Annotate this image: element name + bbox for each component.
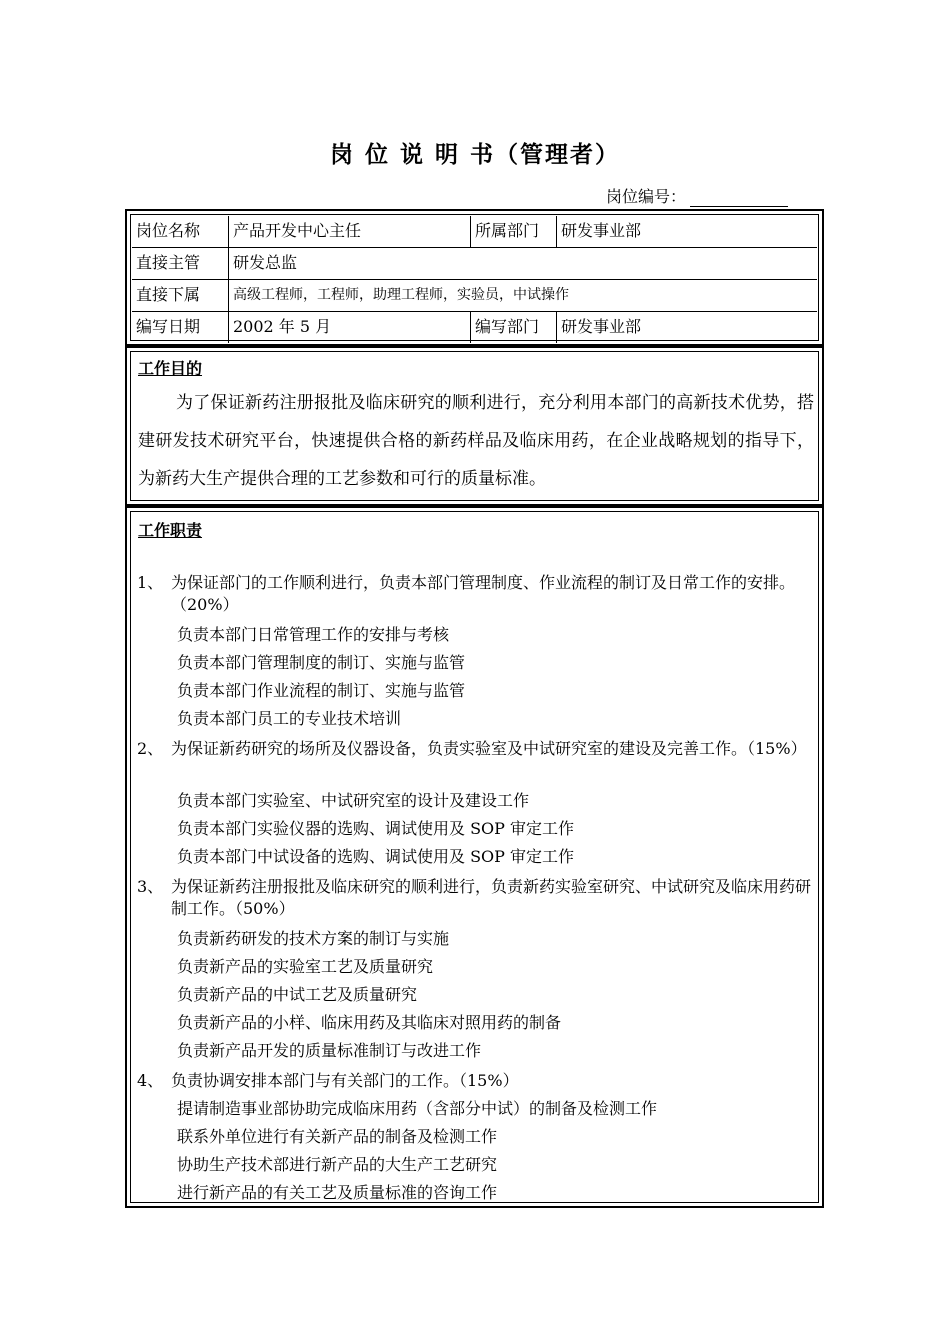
duties-section — [125, 506, 824, 1208]
duty-subitem: 进行新产品的有关工艺及质量标准的咨询工作 — [177, 1183, 498, 1202]
duty-subitem: 负责本部门实验室、中试研究室的设计及建设工作 — [177, 791, 530, 810]
duty-subitem: 负责本部门实验仪器的选购、调试使用及 SOP 审定工作 — [177, 819, 575, 838]
duty-number: 4、 — [137, 1071, 164, 1090]
duty-subitem: 负责本部门员工的专业技术培训 — [177, 709, 402, 728]
duty-subitem: 负责新产品的实验室工艺及质量研究 — [177, 957, 434, 976]
duty-subitem: 负责新产品的小样、临床用药及其临床对照用药的制备 — [177, 1013, 562, 1032]
duty-subitem: 协助生产技术部进行新产品的大生产工艺研究 — [177, 1155, 498, 1174]
value-department: 研发事业部 — [561, 221, 642, 240]
duty-subitem: 负责新产品的中试工艺及质量研究 — [177, 985, 418, 1004]
duty-number: 1、 — [137, 573, 164, 592]
label-date: 编写日期 — [136, 317, 201, 336]
duty-text: 为保证部门的工作顺利进行，负责本部门管理制度、作业流程的制订及日常工作的安排。（20%） — [171, 573, 796, 614]
value-date: 2002 年 5 月 — [233, 317, 332, 336]
duty-subitem: 提请制造事业部协助完成临床用药（含部分中试）的制备及检测工作 — [177, 1099, 658, 1118]
duty-item — [137, 738, 815, 760]
label-department: 所属部门 — [475, 221, 540, 240]
duty-text: 为保证新药注册报批及临床研究的顺利进行，负责新药实验室研究、中试研究及临床用药研制工作。（50%） — [171, 877, 812, 918]
position-number-label: 岗位编号： — [606, 187, 687, 206]
duty-number: 3、 — [137, 877, 164, 896]
info-row — [132, 280, 817, 312]
purpose-text: 为了保证新药注册报批及临床研究的顺利进行，充分利用本部门的高新技术优势，搭建研发技术研究平台，快速提供合格的新药样品及临床用药，在企业战略规划的指导下，为新药大生产提供合理的工艺参数和可行的质量标准。 — [138, 393, 814, 489]
duties-heading: 工作职责 — [138, 521, 203, 540]
duty-subitem: 负责新产品开发的质量标准制订与改进工作 — [177, 1041, 482, 1060]
duty-subitem: 负责本部门日常管理工作的安排与考核 — [177, 625, 450, 644]
value-supervisor: 研发总监 — [233, 253, 298, 272]
value-subordinates: 高级工程师，工程师，助理工程师，实验员，中试操作 — [233, 287, 569, 303]
value-position-name: 产品开发中心主任 — [233, 221, 362, 240]
duty-text: 负责协调安排本部门与有关部门的工作。（15%） — [171, 1071, 519, 1090]
info-row — [132, 312, 817, 343]
duty-subitem: 负责本部门管理制度的制订、实施与监管 — [177, 653, 466, 672]
label-subordinates: 直接下属 — [136, 285, 201, 304]
info-row — [132, 248, 817, 280]
duty-item — [137, 876, 815, 920]
label-supervisor: 直接主管 — [136, 253, 201, 272]
info-row — [132, 216, 817, 248]
purpose-heading: 工作目的 — [138, 359, 203, 378]
duty-number: 2、 — [137, 739, 164, 758]
document-title: 岗 位 说 明 书（管理者） — [329, 142, 621, 168]
duty-subitem: 负责本部门作业流程的制订、实施与监管 — [177, 681, 466, 700]
duty-item — [137, 572, 815, 616]
duty-text: 为保证新药研究的场所及仪器设备，负责实验室及中试研究室的建设及完善工作。（15%） — [171, 739, 807, 758]
label-author-dept: 编写部门 — [475, 317, 540, 336]
duty-item — [137, 1070, 519, 1092]
duty-subitem: 负责新药研发的技术方案的制订与实施 — [177, 929, 450, 948]
duty-subitem: 负责本部门中试设备的选购、调试使用及 SOP 审定工作 — [177, 847, 575, 866]
label-position-name: 岗位名称 — [136, 221, 201, 240]
purpose-section — [125, 346, 824, 506]
value-author-dept: 研发事业部 — [561, 317, 642, 336]
position-number — [606, 184, 788, 207]
position-number-blank — [690, 190, 788, 207]
info-table — [125, 209, 824, 346]
duty-subitem: 联系外单位进行有关新产品的制备及检测工作 — [177, 1127, 498, 1146]
